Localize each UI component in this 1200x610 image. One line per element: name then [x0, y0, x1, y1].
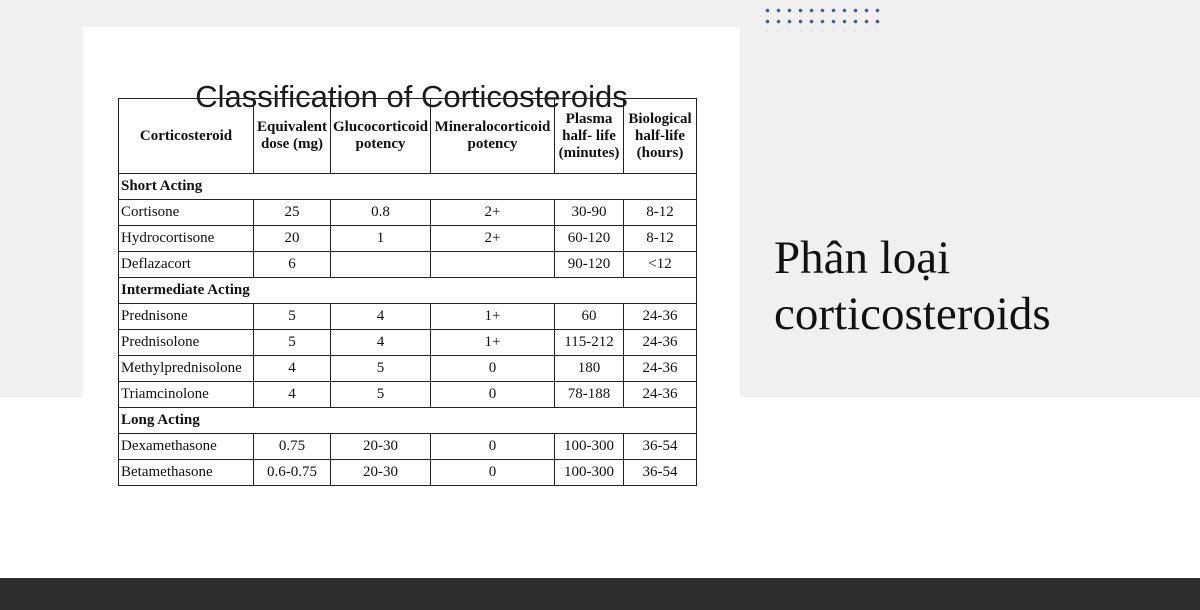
- table-cell: 0.75: [254, 434, 331, 460]
- table-cell: 100-300: [555, 434, 624, 460]
- column-header-plasma-half-life: Plasma half- life (minutes): [555, 99, 624, 174]
- table-section-row: [119, 408, 697, 434]
- column-header-biological-half-life: Biological half-life (hours): [624, 99, 697, 174]
- table-cell: 5: [331, 382, 431, 408]
- table-row: [119, 382, 697, 408]
- column-header-corticosteroid: Corticosteroid: [119, 99, 254, 174]
- table-cell: 1+: [431, 304, 555, 330]
- table-cell: 25: [254, 200, 331, 226]
- table-cell: 180: [555, 356, 624, 382]
- table-cell: 24-36: [624, 382, 697, 408]
- table-cell: 24-36: [624, 356, 697, 382]
- caption-line-1: Phân loại: [774, 232, 951, 284]
- table-cell: 8-12: [624, 226, 697, 252]
- table-section-row: [119, 174, 697, 200]
- table-cell: 0: [431, 382, 555, 408]
- table-cell: 100-300: [555, 460, 624, 486]
- table-cell: 2+: [431, 200, 555, 226]
- table-cell: 0: [431, 460, 555, 486]
- drug-name-cell: Triamcinolone: [119, 382, 254, 408]
- drug-name-cell: Betamethasone: [119, 460, 254, 486]
- table-cell: 1: [331, 226, 431, 252]
- table-cell: 6: [254, 252, 331, 278]
- table-cell: 8-12: [624, 200, 697, 226]
- column-header-equivalent-dose: Equivalent dose (mg): [254, 99, 331, 174]
- table-cell: 1+: [431, 330, 555, 356]
- table-cell: 0: [431, 434, 555, 460]
- drug-name-cell: Prednisone: [119, 304, 254, 330]
- table-cell: <12: [624, 252, 697, 278]
- table-cell: 20-30: [331, 460, 431, 486]
- table-cell: 5: [331, 356, 431, 382]
- table-cell: [431, 252, 555, 278]
- table-row: [119, 226, 697, 252]
- bottom-bar: [0, 578, 1200, 610]
- table-row: [119, 356, 697, 382]
- caption-line-2: corticosteroids: [774, 288, 1051, 340]
- table-cell: 0.8: [331, 200, 431, 226]
- table-cell: 36-54: [624, 434, 697, 460]
- table-cell: 60: [555, 304, 624, 330]
- column-header-glucocorticoid-potency: Glucocorticoid potency: [331, 99, 431, 174]
- section-label: Intermediate Acting: [119, 278, 697, 304]
- table-cell: 4: [254, 382, 331, 408]
- slide-title: Classification of Corticosteroids: [195, 79, 628, 114]
- table-row: [119, 304, 697, 330]
- corticosteroid-table: [118, 98, 697, 486]
- table-cell: 4: [331, 330, 431, 356]
- table-cell: 0.6-0.75: [254, 460, 331, 486]
- table-cell: 90-120: [555, 252, 624, 278]
- table-row: [119, 200, 697, 226]
- drug-name-cell: Hydrocortisone: [119, 226, 254, 252]
- drug-name-cell: Cortisone: [119, 200, 254, 226]
- table-row: [119, 434, 697, 460]
- table-cell: 4: [331, 304, 431, 330]
- table-row: [119, 460, 697, 486]
- table-cell: 78-188: [555, 382, 624, 408]
- table-cell: 36-54: [624, 460, 697, 486]
- drug-name-cell: Prednisolone: [119, 330, 254, 356]
- table-cell: 4: [254, 356, 331, 382]
- table-cell: 115-212: [555, 330, 624, 356]
- table-cell: 30-90: [555, 200, 624, 226]
- section-label: Long Acting: [119, 408, 697, 434]
- section-label: Short Acting: [119, 174, 697, 200]
- table-row: [119, 252, 697, 278]
- table-body: [119, 174, 697, 486]
- table-header-row: [119, 99, 697, 174]
- table-cell: 20: [254, 226, 331, 252]
- table-cell: 60-120: [555, 226, 624, 252]
- table-section-row: [119, 278, 697, 304]
- drug-name-cell: Dexamethasone: [119, 434, 254, 460]
- table-cell: [331, 252, 431, 278]
- slide-caption: [774, 230, 1194, 342]
- table-cell: 0: [431, 356, 555, 382]
- table-row: [119, 330, 697, 356]
- table-cell: 2+: [431, 226, 555, 252]
- table-cell: 5: [254, 304, 331, 330]
- table-cell: 20-30: [331, 434, 431, 460]
- table-cell: 24-36: [624, 304, 697, 330]
- table-cell: 5: [254, 330, 331, 356]
- dot-pattern-decoration: [762, 5, 884, 31]
- drug-name-cell: Deflazacort: [119, 252, 254, 278]
- drug-name-cell: Methylprednisolone: [119, 356, 254, 382]
- column-header-mineralocorticoid-potency: Mineralocorticoid potency: [431, 99, 555, 174]
- table-cell: 24-36: [624, 330, 697, 356]
